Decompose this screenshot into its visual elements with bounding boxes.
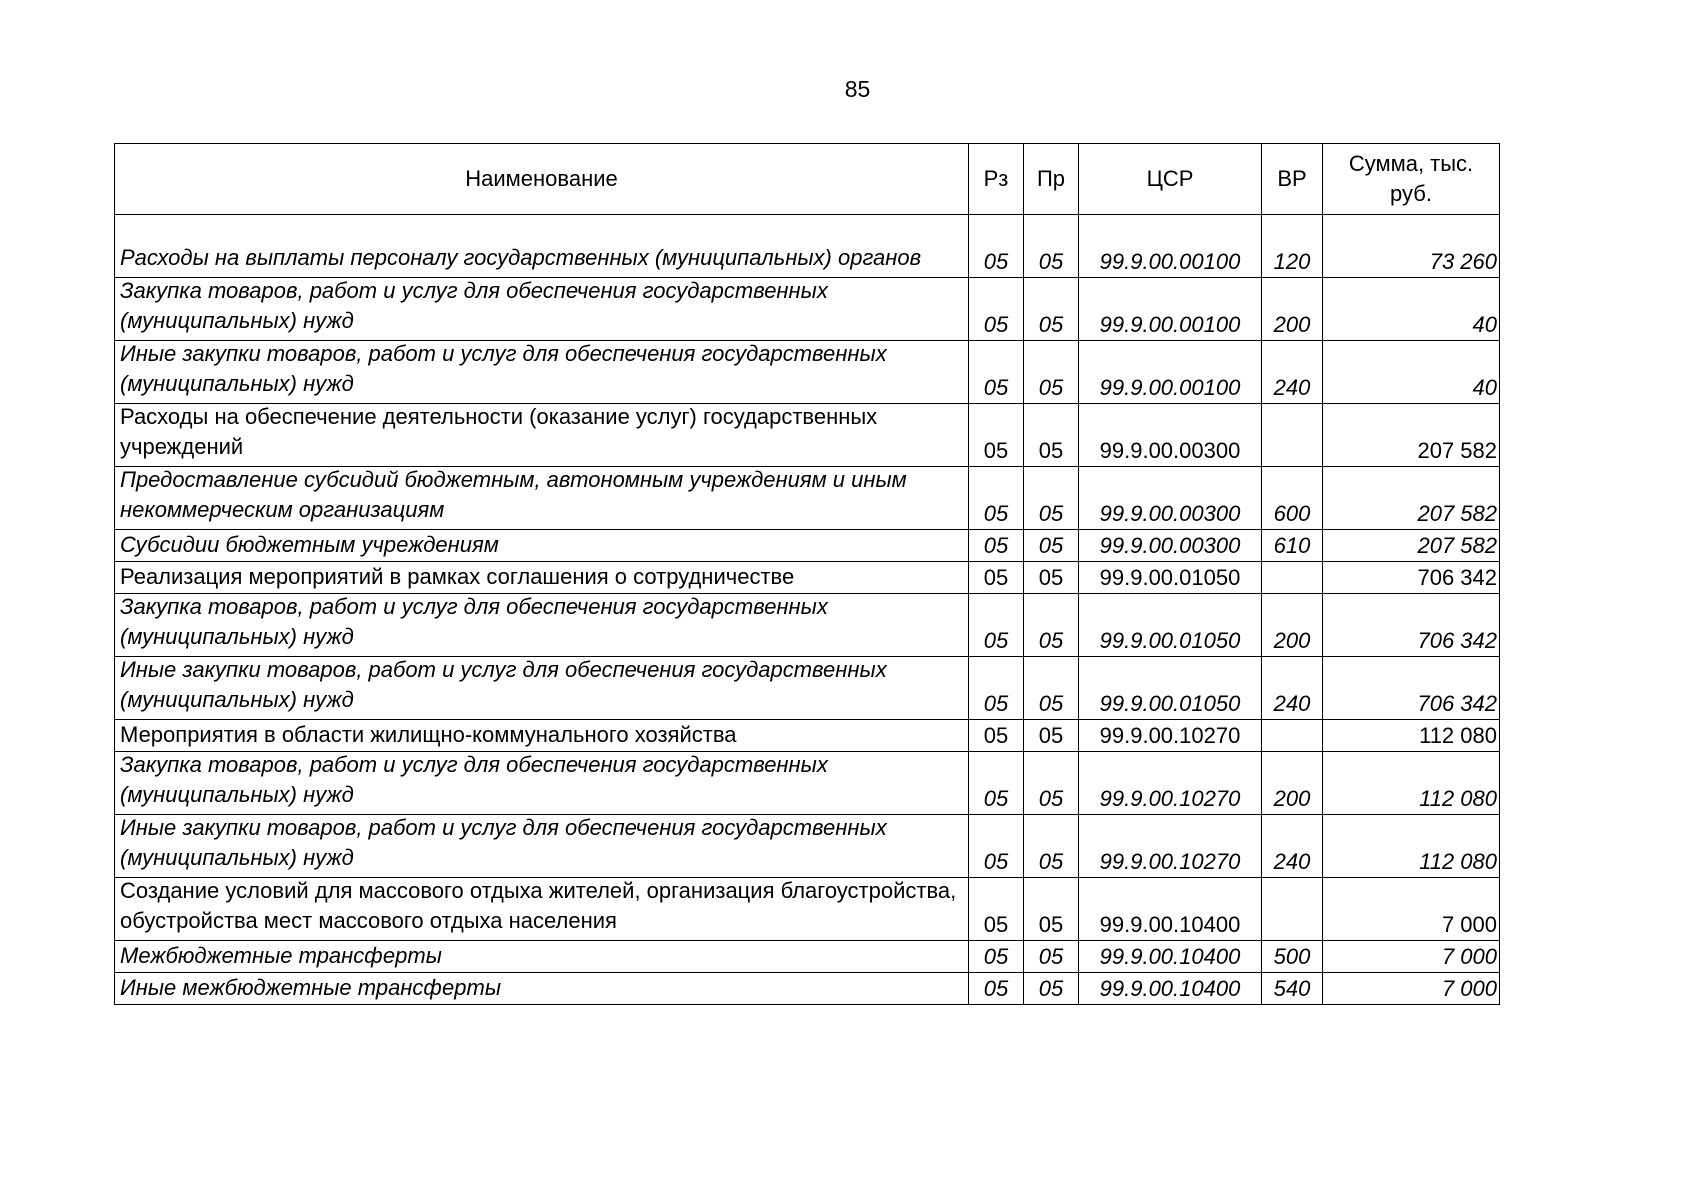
cell-sum: 706 342 [1323, 562, 1500, 594]
cell-csr: 99.9.00.10270 [1079, 752, 1262, 815]
cell-name [115, 530, 969, 562]
cell-name [115, 815, 969, 878]
row-label: Закупка товаров, работ и услуг для обеспечения государственных (муниципальных) нужд [120, 752, 828, 807]
header-sum: Сумма, тыс. руб. [1323, 144, 1500, 215]
cell-pr: 05 [1024, 720, 1079, 752]
cell-vr: 610 [1262, 530, 1323, 562]
cell-name [115, 973, 969, 1005]
cell-vr [1262, 562, 1323, 594]
cell-csr: 99.9.00.10270 [1079, 720, 1262, 752]
row-label: Иные межбюджетные трансферты [120, 975, 502, 1000]
cell-vr: 600 [1262, 467, 1323, 530]
budget-table [114, 143, 1500, 1005]
row-label: Расходы на выплаты персоналу государственных (муниципальных) органов [120, 245, 922, 270]
cell-rz: 05 [969, 815, 1024, 878]
cell-vr: 500 [1262, 941, 1323, 973]
cell-pr: 05 [1024, 657, 1079, 720]
row-label: Создание условий для массового отдыха жителей, организация благоустройства, обустройства мест массового отдыха населения [120, 878, 957, 933]
cell-rz: 05 [969, 752, 1024, 815]
cell-csr: 99.9.00.01050 [1079, 594, 1262, 657]
cell-sum: 207 582 [1323, 467, 1500, 530]
cell-name [115, 215, 969, 278]
table-body [115, 215, 1500, 1005]
cell-name [115, 657, 969, 720]
cell-name [115, 720, 969, 752]
row-label: Расходы на обеспечение деятельности (оказание услуг) государственных учреждений [120, 404, 878, 459]
table-row [115, 657, 1500, 720]
row-label: Субсидии бюджетным учреждениям [120, 532, 499, 557]
table-row [115, 404, 1500, 467]
row-label: Межбюджетные трансферты [120, 943, 442, 968]
cell-rz: 05 [969, 530, 1024, 562]
cell-vr: 200 [1262, 752, 1323, 815]
table-row [115, 341, 1500, 404]
cell-pr: 05 [1024, 562, 1079, 594]
cell-pr: 05 [1024, 878, 1079, 941]
row-label: Мероприятия в области жилищно-коммунального хозяйства [120, 722, 737, 747]
table-row [115, 278, 1500, 341]
cell-csr: 99.9.00.10400 [1079, 973, 1262, 1005]
cell-name [115, 941, 969, 973]
table-row [115, 467, 1500, 530]
cell-pr: 05 [1024, 341, 1079, 404]
cell-rz: 05 [969, 215, 1024, 278]
cell-csr: 99.9.00.10400 [1079, 941, 1262, 973]
cell-vr: 240 [1262, 657, 1323, 720]
cell-rz: 05 [969, 404, 1024, 467]
cell-sum: 112 080 [1323, 752, 1500, 815]
table-row [115, 973, 1500, 1005]
row-label: Закупка товаров, работ и услуг для обеспечения государственных (муниципальных) нужд [120, 594, 828, 649]
cell-sum: 7 000 [1323, 973, 1500, 1005]
cell-name [115, 467, 969, 530]
cell-rz: 05 [969, 594, 1024, 657]
row-label: Иные закупки товаров, работ и услуг для обеспечения государственных (муниципальных) нужд [120, 657, 887, 712]
row-label: Закупка товаров, работ и услуг для обеспечения государственных (муниципальных) нужд [120, 278, 828, 333]
cell-vr: 240 [1262, 341, 1323, 404]
cell-name [115, 278, 969, 341]
cell-pr: 05 [1024, 941, 1079, 973]
cell-vr: 120 [1262, 215, 1323, 278]
cell-rz: 05 [969, 720, 1024, 752]
cell-rz: 05 [969, 341, 1024, 404]
cell-rz: 05 [969, 562, 1024, 594]
cell-rz: 05 [969, 973, 1024, 1005]
cell-rz: 05 [969, 941, 1024, 973]
cell-name [115, 752, 969, 815]
cell-csr: 99.9.00.10270 [1079, 815, 1262, 878]
cell-sum: 112 080 [1323, 815, 1500, 878]
cell-csr: 99.9.00.00100 [1079, 215, 1262, 278]
cell-vr: 200 [1262, 278, 1323, 341]
cell-vr [1262, 404, 1323, 467]
table-row [115, 562, 1500, 594]
cell-csr: 99.9.00.01050 [1079, 657, 1262, 720]
cell-pr: 05 [1024, 404, 1079, 467]
page-number: 85 [844, 76, 871, 102]
cell-sum: 706 342 [1323, 657, 1500, 720]
cell-sum: 40 [1323, 278, 1500, 341]
cell-csr: 99.9.00.00300 [1079, 467, 1262, 530]
cell-sum: 112 080 [1323, 720, 1500, 752]
cell-vr: 240 [1262, 815, 1323, 878]
table-row [115, 815, 1500, 878]
cell-rz: 05 [969, 467, 1024, 530]
cell-pr: 05 [1024, 973, 1079, 1005]
header-pr: Пр [1024, 144, 1079, 215]
cell-pr: 05 [1024, 594, 1079, 657]
table-row [115, 594, 1500, 657]
table-header-row [115, 144, 1500, 215]
table-row [115, 941, 1500, 973]
cell-name [115, 594, 969, 657]
table-row [115, 530, 1500, 562]
row-label: Иные закупки товаров, работ и услуг для обеспечения государственных (муниципальных) нужд [120, 341, 887, 396]
cell-name [115, 404, 969, 467]
header-rz: Рз [969, 144, 1024, 215]
cell-name [115, 878, 969, 941]
cell-name [115, 562, 969, 594]
row-label: Предоставление субсидий бюджетным, автономным учреждениям и иным некоммерческим организациям [120, 467, 907, 522]
cell-csr: 99.9.00.01050 [1079, 562, 1262, 594]
cell-sum: 73 260 [1323, 215, 1500, 278]
cell-name [115, 341, 969, 404]
cell-sum: 207 582 [1323, 530, 1500, 562]
cell-sum: 7 000 [1323, 878, 1500, 941]
row-label: Реализация мероприятий в рамках соглашения о сотрудничестве [120, 564, 795, 589]
cell-pr: 05 [1024, 215, 1079, 278]
cell-sum: 7 000 [1323, 941, 1500, 973]
cell-sum: 40 [1323, 341, 1500, 404]
cell-sum: 706 342 [1323, 594, 1500, 657]
cell-rz: 05 [969, 278, 1024, 341]
table-row [115, 752, 1500, 815]
cell-pr: 05 [1024, 752, 1079, 815]
table-row [115, 720, 1500, 752]
cell-rz: 05 [969, 657, 1024, 720]
cell-vr: 200 [1262, 594, 1323, 657]
cell-pr: 05 [1024, 467, 1079, 530]
cell-sum: 207 582 [1323, 404, 1500, 467]
cell-csr: 99.9.00.00300 [1079, 530, 1262, 562]
cell-vr [1262, 878, 1323, 941]
row-label: Иные закупки товаров, работ и услуг для обеспечения государственных (муниципальных) нужд [120, 815, 887, 870]
cell-csr: 99.9.00.00100 [1079, 341, 1262, 404]
cell-pr: 05 [1024, 278, 1079, 341]
cell-csr: 99.9.00.00300 [1079, 404, 1262, 467]
header-name: Наименование [115, 144, 969, 215]
cell-csr: 99.9.00.10400 [1079, 878, 1262, 941]
table-row [115, 878, 1500, 941]
header-csr: ЦСР [1079, 144, 1262, 215]
header-vr: ВР [1262, 144, 1323, 215]
cell-pr: 05 [1024, 530, 1079, 562]
table-row [115, 215, 1500, 278]
cell-pr: 05 [1024, 815, 1079, 878]
cell-csr: 99.9.00.00100 [1079, 278, 1262, 341]
cell-rz: 05 [969, 878, 1024, 941]
cell-vr: 540 [1262, 973, 1323, 1005]
cell-vr [1262, 720, 1323, 752]
